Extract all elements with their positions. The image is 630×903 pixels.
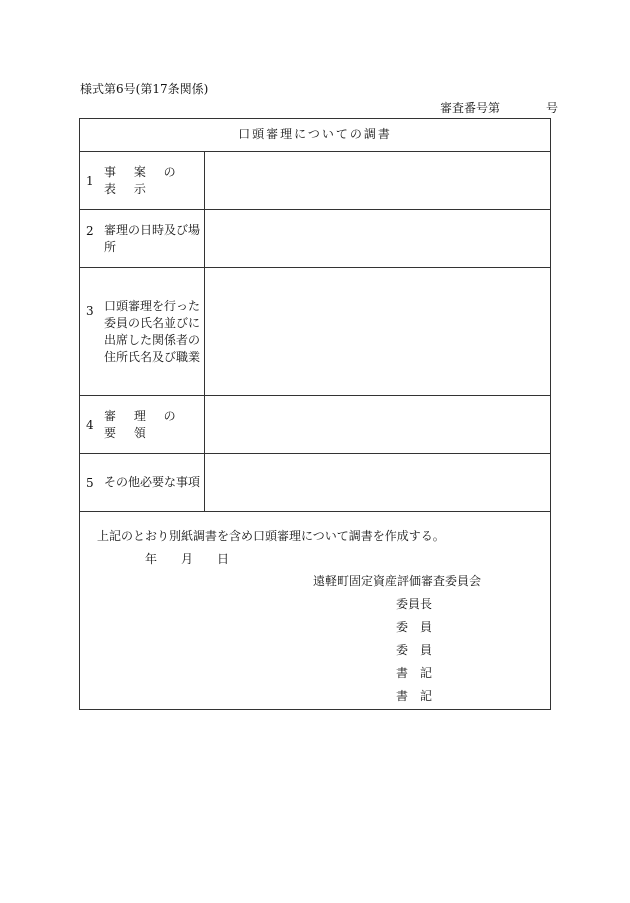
row-value-field[interactable] [205,210,550,267]
row-label: 口頭審理を行った委員の氏名並びに出席した関係者の住所氏名及び職業 [104,298,201,364]
row-case-description [80,152,550,210]
signatory-member-2: 委 員 [396,643,433,657]
signatory-clerk-2: 書 記 [396,689,433,703]
row-label: その他必要な事項 [104,475,201,489]
committee-name: 遠軽町固定資産評価審査委員会 [313,574,482,588]
row-label-cell [80,152,205,209]
date-year[interactable]: 年 [145,552,158,566]
row-hearing-datetime-place [80,210,550,268]
row-number: 5 [86,475,94,490]
row-value-field[interactable] [205,454,550,511]
row-number: 1 [86,173,94,188]
exam-number [440,99,558,116]
row-number: 2 [86,224,94,238]
row-value-field[interactable] [205,396,550,453]
row-number: 3 [86,304,94,318]
row-label: 事 案 の 表 示 [104,164,183,196]
date-month[interactable]: 月 [181,552,194,566]
exam-number-prefix: 審査番号第 [440,101,501,115]
table-title: 口頭審理についての調書 [80,119,550,152]
form-number: 様式第6号(第17条関係) [80,82,209,96]
exam-number-suffix: 号 [546,101,559,115]
record-table [79,118,551,710]
row-hearing-summary [80,396,550,454]
row-value-field[interactable] [205,152,550,209]
signatory-member-1: 委 員 [396,620,433,634]
signatory-clerk-1: 書 記 [396,666,433,680]
signatory-chair: 委員長 [396,597,433,611]
row-label-cell [80,396,205,453]
row-members-and-attendees [80,268,550,396]
row-label: 審理の日時及び場所 [104,222,201,254]
row-value-field[interactable] [205,268,550,395]
row-label-cell [80,454,205,511]
row-number: 4 [86,417,94,432]
row-other-matters [80,454,550,512]
date-line [145,550,253,567]
row-label-cell [80,210,205,267]
row-label-cell [80,268,205,395]
statement-text: 上記のとおり別紙調書を含め口頭審理について調書を作成する。 [97,529,445,543]
row-label: 審 理 の 要 領 [104,408,183,440]
date-day[interactable]: 日 [217,552,230,566]
